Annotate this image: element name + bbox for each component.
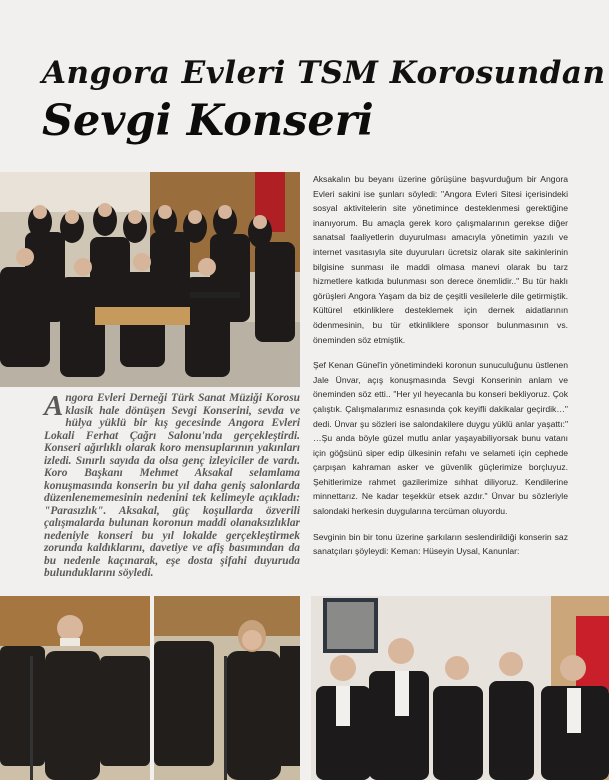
right-paragraph-2: Şef Kenan Günel'in yönetimindeki koronun sunuculuğunu üstlenen Jale Ünvar, açış konuşmasında Sevgi Konserinin anlam ve öneminden söz etti.. "Her yıl heyecanla bu konseri bekliyoruz. Çok çalıştık. Çalışmalarımız esnasında çok keyifli dakikalar geçirdik…" dedi. Ünvar şu sözleri ise salondakilere duygu yüklü anlar yaşattı:" …Şu anda böyle güzel mutlu anlar yaşayabiliyorsak bunu vatanı için göğsünü siper edip ülkesinin refahı ve selameti için cephede çarpışan kahraman asker ve güvenlik güçlerimize borçluyuz. Şehitlerimize rahmet gazilerimize sıhhat diliyoruz. Kendilerine minnettarız. Ne kadar teşekkür etsek azdır." Ünvar bu sözleriyle salondaki herkesin duygularına tercüman oluyordu.: [313, 360, 568, 517]
left-article-body: ngora Evleri Derneği Türk Sanat Müziği Korosu klasik hale dönüşen Sevgi Konserini, sevda ve hülya yüklü bir kış gecesinde Angora Evleri Lokali Ferhat Çağrı Salonu'nda gerçekleştirdi. Konseri ağırlıklı olarak koro mensuplarının yakınları izledi. Sınırlı sayıda da olsa genç izleyiciler de vardı. Koro Başkanı Mehmet Aksakal selamlama konuşmasında konserin bu yıl daha geniş salonlarda düzenlenememesinin nedenini tek kelimeyle açıkladı: "Parasızlık". Aksakal, güç koşullarda özverili çalışmalarda bulunan koronun maddi olanaksızlıklar nedeniyle konseri bu yıl lokalde gerçekleştirmek zorunda kaldıklarını, davetiye ve afiş basımından da bu nedenle kaçınarak, eşe dosta şifahi duyuruda bulunduklarını söyledi.: [44, 392, 300, 579]
dropcap-letter: A: [44, 390, 64, 422]
right-article-column: [313, 172, 568, 570]
article-title-line1: Angora Evleri TSM Korosundan: [42, 55, 606, 91]
article-title-line2: Sevgi Konseri: [42, 96, 374, 146]
right-paragraph-1: Aksakalın bu beyanı üzerine görüşüne başvurduğum bir Angora Evleri sakini ise şunları söyledi: "Angora Evleri Sitesi içerisindeki sosyal aktivitelerin site yönetimince desteklenmesi gerektiğine inanıyorum. Bu amaçla gerek koro çalışmalarının gerekse diğer sanatsal faaliyetlerin duyurulması amacıyla yönetimin yazılı ve internet vasıtasıyla site duyuruları ücretsiz olarak site sakinlerinin bilgisine sunması ile maddi olmasa manevi olarak bu tarz hizmetlere katkıda bulunması son derece önemlidir.." Bu tür haklı görüşleri Angora Yaşam da biz de çeşitli vesilelerle dile getirmiştik. Kültürel etkinliklere desteklemek için dernek aidatlarının ödenmesinin, bu tür etkinliklere sponsor bulunmasının vs. öneminden söz etmiştik.: [313, 174, 568, 345]
speaker-photo: [0, 596, 150, 780]
right-paragraph-3: Sevginin bin bir tonu üzerine şarkıların seslendirildiği konserin saz sanatçıları şöyleydi: Keman: Hüseyin Uysal, Kanunlar:: [313, 531, 568, 557]
group-photo: [311, 596, 609, 780]
choir-concert-photo: [0, 172, 300, 387]
presenter-photo: [154, 596, 300, 780]
left-article-text: [44, 392, 300, 580]
